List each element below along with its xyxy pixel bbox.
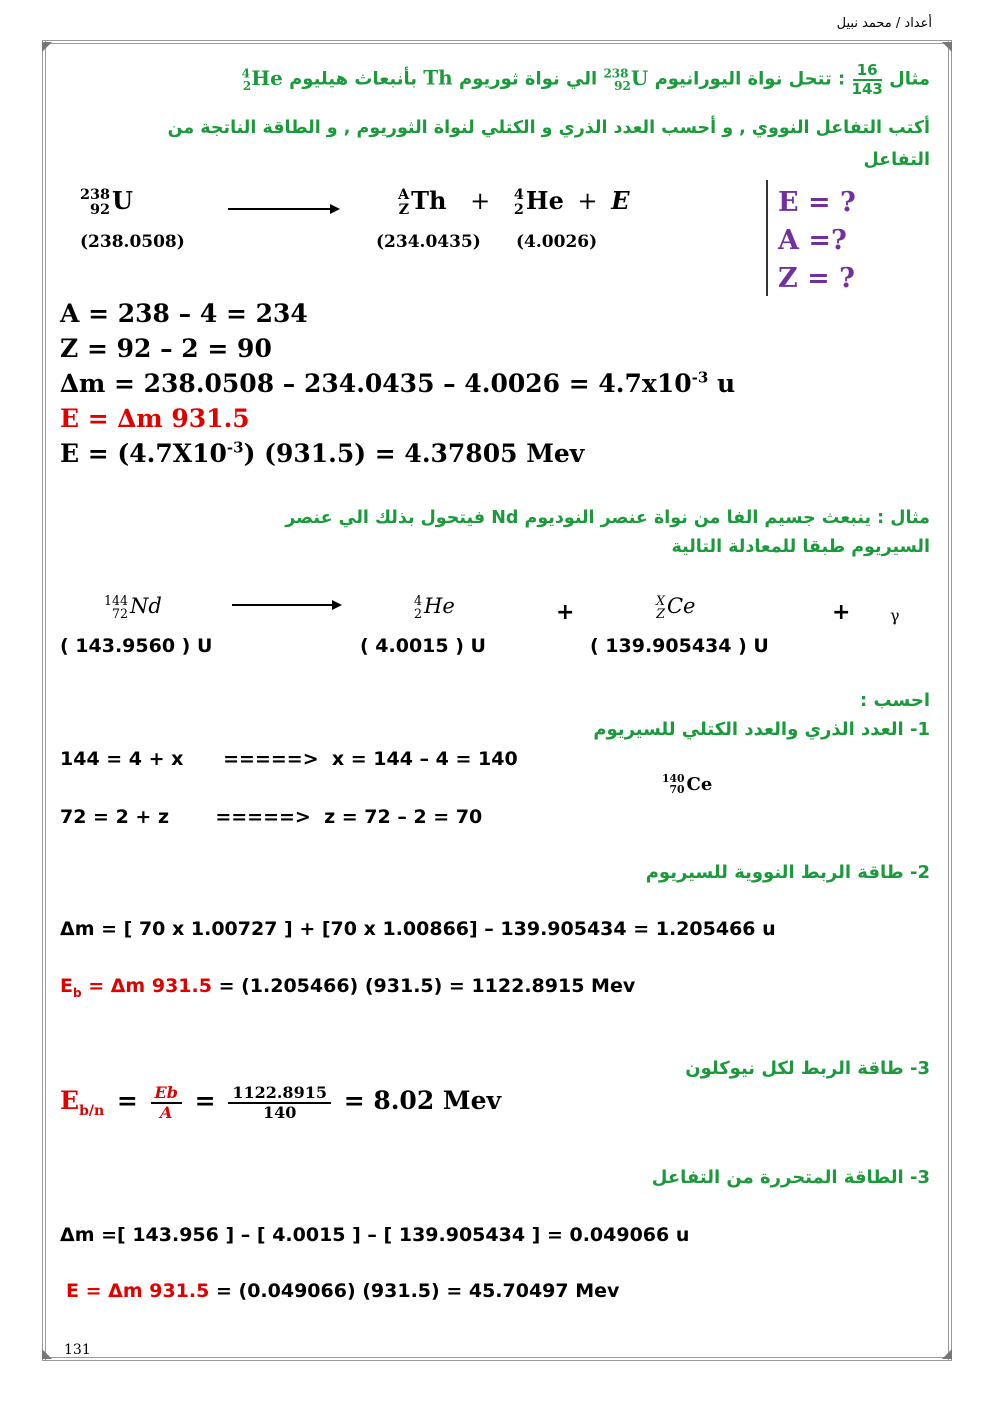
question2-heading: 2- طاقة الربط النووية للسيريوم	[645, 862, 930, 883]
reaction2-nd-value: ( 143.9560 ) U	[60, 635, 213, 657]
unknowns-list: E = ? A =? Z = ?	[778, 187, 856, 294]
reaction2-plus: +	[832, 600, 851, 625]
example1-line1: مثال $\frac{16}{143}$ : تتحل نواة اليورانيوم $^{238}_{92}$U الي نواة ثوريوم Th بأنبعاث هيليوم $^4_2$He	[241, 61, 930, 98]
frame-corner	[42, 1349, 52, 1359]
q3-fraction-symbolic: $\frac{Eb}{A}$	[151, 1084, 182, 1121]
page-frame-right	[948, 40, 952, 1361]
q4-energy: E = Δm 931.5 = (0.049066) (931.5) = 45.70497 Mev	[66, 1280, 620, 1302]
calc1-block: A = 238 – 4 = 234 Z = 92 – 2 = 90 $\Delta m = 238.0508 - 234.0435 - 4.0026 = 4.7x10^{-3}$ u E = ∆m 931.5 $E = (4.7X10^{-3}) (931.5) = 4.37805$ Mev	[60, 299, 736, 468]
question4-heading: 3- الطاقة المتحررة من التفاعل	[651, 1167, 930, 1188]
frame-corner	[42, 42, 52, 52]
q4-mass-defect: Δm =[ 143.956 ] – [ 4.0015 ] – [ 139.905434 ] = 0.049066 u	[60, 1224, 690, 1246]
reaction-arrow	[232, 604, 340, 606]
unknowns-divider	[766, 180, 768, 296]
reaction-arrow	[228, 208, 338, 210]
reaction2-nd: 144 72 Nd	[104, 592, 162, 621]
calc-heading: احسب :	[860, 690, 930, 711]
example-fraction: $\frac{16}{143}$	[851, 61, 883, 98]
example2-line2: السيريوم طبقا للمعادلة التالية	[671, 537, 930, 557]
header-author: أعداد / محمد نبيل	[836, 16, 932, 31]
q3-fraction-numeric: $\frac{1122.8915}{140}$	[228, 1084, 331, 1121]
reaction2-he: 4 2 He	[414, 592, 455, 621]
q2-binding-energy: $E_b = \Delta m$ 931.5 = (1.205466) (931.5) = 1122.8915 Mev	[60, 975, 636, 1000]
helium-isotope: $^4_2$He	[241, 65, 283, 93]
page-number: 131	[64, 1342, 91, 1358]
page-frame-top	[42, 40, 952, 44]
reaction1-u-value: (238.0508)	[80, 232, 185, 252]
page-frame-left	[42, 40, 46, 1361]
q1-line1: 144 = 4 + x =====> x = 144 – 4 = 140	[60, 748, 518, 770]
q2-mass-defect: Δm = [ 70 x 1.00727 ] + [70 x 1.00866] – 139.905434 = 1.205466 u	[60, 918, 776, 940]
page-frame-bottom	[42, 1357, 952, 1361]
reaction1-products: A Z Th + 4 2 He + E	[398, 186, 630, 218]
gamma-symbol: γ	[890, 606, 900, 625]
cerium-isotope: 140 70 Ce	[662, 772, 713, 796]
example2-line1: مثال : ينبعث جسيم الفا من نواة عنصر النوديوم Nd فيتحول بذلك الي عنصر	[285, 508, 930, 528]
reaction2-he-value: ( 4.0015 ) U	[360, 635, 486, 657]
q1-line2: 72 = 2 + z =====> z = 72 – 2 = 70	[60, 806, 483, 828]
reaction2-ce: X Z Ce	[656, 592, 696, 621]
reaction2-ce-value: ( 139.905434 ) U	[590, 635, 769, 657]
q3-equation: $E_{b/n}$ = $\frac{Eb}{A}$ = $\frac{1122.8915}{140}$ = 8.02 Mev	[60, 1083, 502, 1122]
reaction2-plus: +	[556, 600, 575, 625]
reaction1-he-value: (4.0026)	[516, 232, 598, 252]
frame-corner	[942, 42, 952, 52]
question1-heading: 1- العدد الذري والعدد الكتلي للسيريوم	[593, 719, 930, 740]
uranium-isotope: $^{238}_{92}$U	[603, 65, 649, 93]
example1-line3: التفاعل	[863, 150, 930, 170]
reaction1-th-value: (234.0435)	[376, 232, 481, 252]
example1-line2: أكتب التفاعل النووي , و أحسب العدد الذري و الكتلي لنواة الثوريوم , و الطاقة الناتجة من	[167, 118, 930, 138]
reaction1-uranium: 238 92 U	[80, 186, 133, 218]
question3-heading: 3- طاقة الربط لكل نيوكلون	[685, 1058, 930, 1079]
example-label: مثال	[889, 68, 930, 90]
frame-corner	[942, 1349, 952, 1359]
